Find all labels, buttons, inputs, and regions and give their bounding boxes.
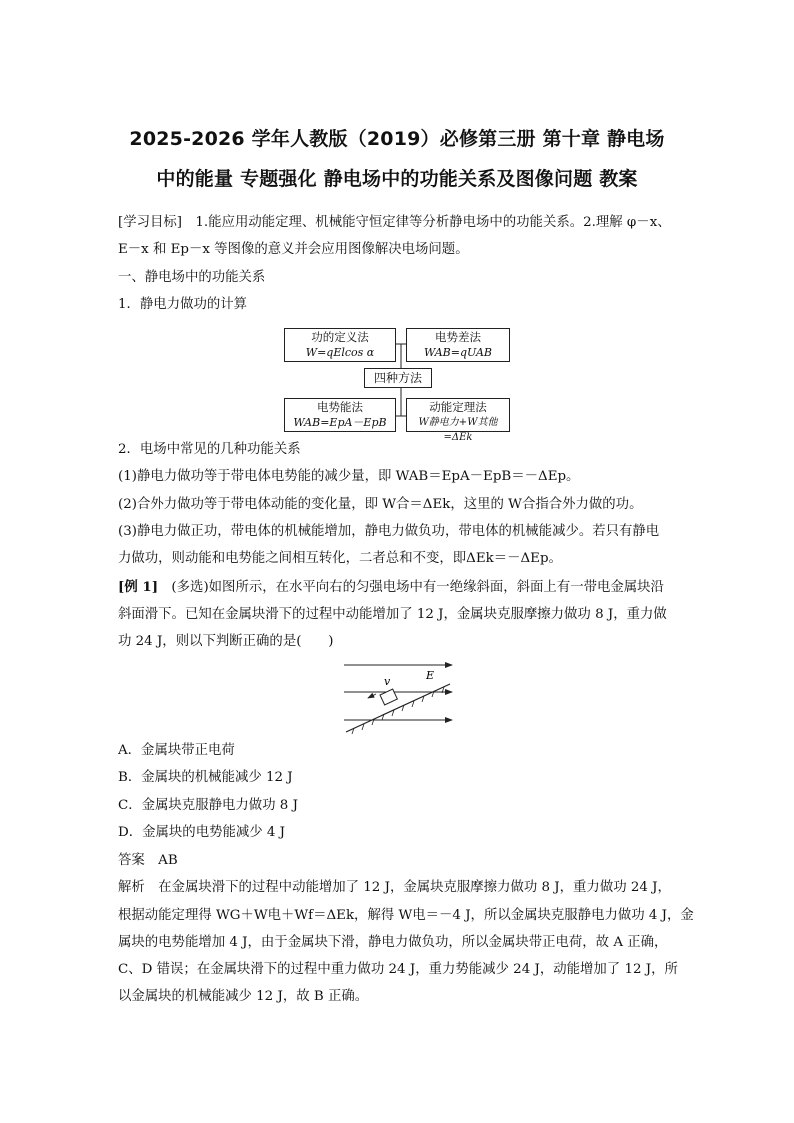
answer: 答案 AB [118, 853, 178, 868]
objectives-line2: E－x 和 Ep－x 等图像的意义并会应用图像解决电场问题。 [118, 242, 469, 257]
methods-diagram [284, 326, 512, 443]
incline-hatching [352, 687, 444, 734]
subsection-heading-1: 1．静电力做功的计算 [118, 297, 248, 312]
velocity-label: v [384, 675, 391, 688]
relation-2: (2)合外力做功等于带电体动能的变化量，即 W合＝ΔEk，这里的 W合指合外力做的功。 [118, 497, 643, 512]
relation-3: (3)静电力做正功，带电体的机械能增加，静电力做负功，带电体的机械能减少。若只有静电 [118, 524, 660, 539]
kinetic-theorem-box [406, 398, 510, 443]
option-c: C．金属块克服静电力做功 8 J [118, 798, 298, 813]
relation-3-cont: 力做功，则动能和电势能之间相互转化，二者总和不变，即ΔEk＝－ΔEp。 [118, 551, 562, 566]
example-line3: 功 24 J，则以下判断正确的是( ) [118, 634, 334, 649]
relation-1: (1)静电力做功等于带电体电势能的减少量，即 WAB＝EpA－EpB＝－ΔEp。 [118, 469, 580, 484]
potential-difference-box [406, 328, 510, 362]
potential-energy-title: 电势能法 [317, 400, 363, 414]
potential-difference-formula: WAB=qUAB [423, 346, 492, 359]
page-title-line1: 2025-2026 学年人教版（2019）必修第三册 第十章 静电场 [129, 128, 665, 150]
analysis-line2: 根据动能定理得 WG＋W电＋Wf＝ΔEk，解得 W电＝－4 J，所以金属块克服静电力做功 4 J，金 [118, 908, 694, 923]
section-heading: 一、静电场中的功能关系 [118, 270, 266, 285]
velocity-arrow [368, 694, 376, 698]
definition-method-title: 功的定义法 [311, 330, 369, 344]
objectives-line1: [学习目标] 1.能应用动能定理、机械能守恒定律等分析静电场中的功能关系。2.理解 φ－x、 [118, 215, 671, 230]
potential-difference-title: 电势差法 [435, 330, 481, 344]
field-label: E [426, 669, 435, 682]
definition-method-box [284, 328, 396, 362]
page-title-line2: 中的能量 专题强化 静电场中的功能关系及图像问题 教案 [156, 168, 638, 190]
example-line1 [118, 578, 664, 597]
kinetic-theorem-formula: W静电力+W其他=ΔEk [418, 417, 498, 443]
example-line2: 斜面滑下。已知在金属块滑下的过程中动能增加了 12 J，金属块克服摩擦力做功 8 J，重力做 [118, 607, 667, 622]
analysis-line1: 解析 在金属块滑下的过程中动能增加了 12 J，金属块克服摩擦力做功 8 J，重力做功 24 J， [118, 880, 671, 895]
analysis-line4: C、D 错误；在金属块滑下的过程中重力做功 24 J，重力势能减少 24 J，动能增加了 12 J，所 [118, 962, 678, 977]
metal-block [380, 689, 397, 705]
potential-energy-formula: WAB=EpA－EpB [293, 416, 387, 429]
incline-figure [340, 660, 460, 736]
option-d: D．金属块的电势能减少 4 J [118, 825, 286, 840]
example-text-1: (多选)如图所示，在水平向右的匀强电场中有一绝缘斜面，斜面上有一带电金属块沿 [158, 580, 664, 595]
incline-surface [346, 684, 450, 732]
four-methods-label: 四种方法 [373, 371, 422, 385]
potential-energy-box [284, 398, 396, 432]
analysis-line3: 属块的电势能增加 4 J，由于金属块下滑，静电力做负功，所以金属块带正电荷，故 A 正确， [118, 935, 668, 950]
four-methods-box [364, 368, 432, 388]
subsection-heading-2: 2．电场中常见的几种功能关系 [118, 442, 301, 457]
example-tag: [例 1] [118, 579, 159, 595]
option-b: B．金属块的机械能减少 12 J [118, 770, 293, 785]
option-a: A．金属块带正电荷 [118, 743, 235, 758]
definition-method-formula: W=qElcos α [305, 346, 375, 359]
analysis-line5: 以金属块的机械能减少 12 J，故 B 正确。 [118, 989, 369, 1004]
kinetic-theorem-title: 动能定理法 [429, 400, 487, 414]
